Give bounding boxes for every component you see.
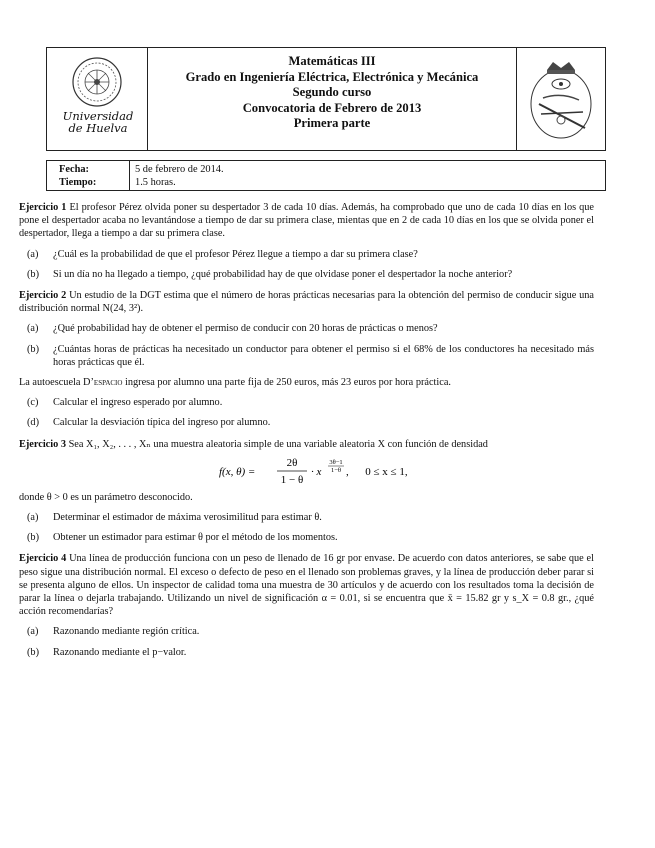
- university-logo-panel: [47, 48, 148, 150]
- university-name: Universidad de Huelva: [62, 109, 134, 135]
- exercise-4-item-a: (a) Razonando mediante región crítica.: [27, 626, 200, 638]
- university-seal-icon: [47, 48, 147, 110]
- school-crest-icon: [517, 48, 605, 150]
- exercise-2-item-d: (d) Calcular la desviación típica del ingreso por alumno.: [27, 417, 271, 429]
- exercise-3-title: Ejercicio 3: [19, 438, 66, 450]
- formula-condition: , 0 ≤ x ≤ 1,: [346, 465, 408, 478]
- exam-part: Primera parte: [293, 116, 371, 130]
- formula-lhs: f(x, θ) =: [219, 465, 256, 478]
- exam-session: Convocatoria de Febrero de 2013: [242, 100, 422, 115]
- exercise-1-text: El profesor Pérez olvida poner su despertador 3 de cada 10 días. Además, ha comprobado que uno de cada 10 días en los que pone el despertador acaba no levantándose a tiempo de dar su primera clase, mientas que en 2 de cada 10 días en los que se olvida poner el despertador, llega a tiempo a dar su primera clase.: [19, 202, 594, 240]
- fecha-value: 5 de febrero de 2014.: [135, 164, 224, 175]
- exercise-4-text: Una línea de producción funciona con un peso de llenado de 16 gr por envase. De acuerdo con datos anteriores, se sabe que el peso sigue una distribución normal. El exceso o defecto de peso en el llenado son problemas graves, y la línea de producción deber parar si se presenta alguno de ellos. Un inspector de calidad toma una muestra de 30 artículos y de acuerdo con los resultados toma la decisión de parar la línea o dejarla trabajando. Utilizando un nivel de significación α = 0.01, si se encuentra que x̄ = 15.82 gr y s_X = 0.8 gr., ¿qué acción recomendarías?: [19, 553, 594, 618]
- exercise-4-title: Ejercicio 4: [19, 553, 67, 565]
- exercise-1-item-b: (b) Si un día no ha llegado a tiempo, ¿qué probabilidad hay de que olvidase poner el despertador la noche anterior?: [27, 268, 513, 280]
- tiempo-label: Tiempo:: [59, 177, 97, 188]
- exercise-2-middle-text: La autoescuela D’espacio ingresa por alumno una parte fija de 250 euros, más 23 euros por hora práctica.: [19, 377, 451, 389]
- formula-exp-den: 1−θ: [330, 466, 342, 474]
- exercise-4-statement: [19, 552, 594, 618]
- exercise-4-item-b: (b) Razonando mediante el p−valor.: [27, 646, 187, 658]
- exercise-2-item-c: (c) Calcular el ingreso esperado por alumno.: [27, 397, 223, 409]
- formula-exp-num: 3θ−1: [329, 458, 343, 466]
- formula-mid: · x: [311, 465, 322, 478]
- exercise-1-item-a: (a) ¿Cuál es la probabilidad de que el profesor Pérez llegue a tiempo a dar su primera clase?: [27, 248, 418, 260]
- info-row-fecha: [59, 164, 605, 177]
- exam-info-box: [46, 160, 606, 191]
- school-crest-panel: [516, 48, 605, 150]
- exercise-1-title: Ejercicio 1: [19, 202, 67, 213]
- course-title: Matemáticas III: [288, 54, 376, 68]
- exercise-2-item-b: (b) ¿Cuántas horas de prácticas ha necesitado un conductor para obtener el permiso si el 68% de los conductores ha necesitado más horas prácticas que él.: [27, 343, 594, 368]
- exercise-2-text: Un estudio de la DGT estima que el número de horas prácticas necesarias para la obtención del permiso de conducir sigue una distribución normal N(24, 3²).: [19, 290, 594, 315]
- course-year: Segundo curso: [292, 85, 372, 99]
- exercise-1-statement: [19, 201, 594, 241]
- exercise-2-item-a: (a) ¿Qué probabilidad hay de obtener el permiso de conducir con 20 horas de prácticas o menos?: [27, 323, 438, 335]
- degree-title: Grado en Ingeniería Eléctrica, Electrónica y Mecánica: [185, 69, 479, 84]
- exercise-3-item-a: (a) Determinar el estimador de máxima verosimilitud para estimar θ.: [27, 512, 322, 524]
- exercise-3-after: donde θ > 0 es un parámetro desconocido.: [19, 491, 193, 503]
- exercise-3-statement: [19, 438, 594, 451]
- fecha-label: Fecha:: [59, 164, 90, 175]
- density-formula: [19, 451, 594, 491]
- exercise-3-text: Sea X₁, X₂, . . . , Xₙ una muestra aleatoria simple de una variable aleatoria X con función de densidad: [68, 438, 488, 450]
- exercise-3-item-b: (b) Obtener un estimador para estimar θ por el método de los momentos.: [27, 532, 338, 544]
- exam-title-block: [147, 54, 517, 132]
- formula-denominator: 1 − θ: [280, 473, 304, 486]
- exercise-2-statement: [19, 289, 594, 315]
- formula-numerator: 2θ: [286, 456, 298, 469]
- tiempo-value: 1.5 horas.: [135, 177, 176, 188]
- exam-content: [19, 201, 594, 659]
- info-row-tiempo: [59, 177, 605, 190]
- exercise-2-title: Ejercicio 2: [19, 290, 67, 302]
- exam-header: [46, 47, 606, 151]
